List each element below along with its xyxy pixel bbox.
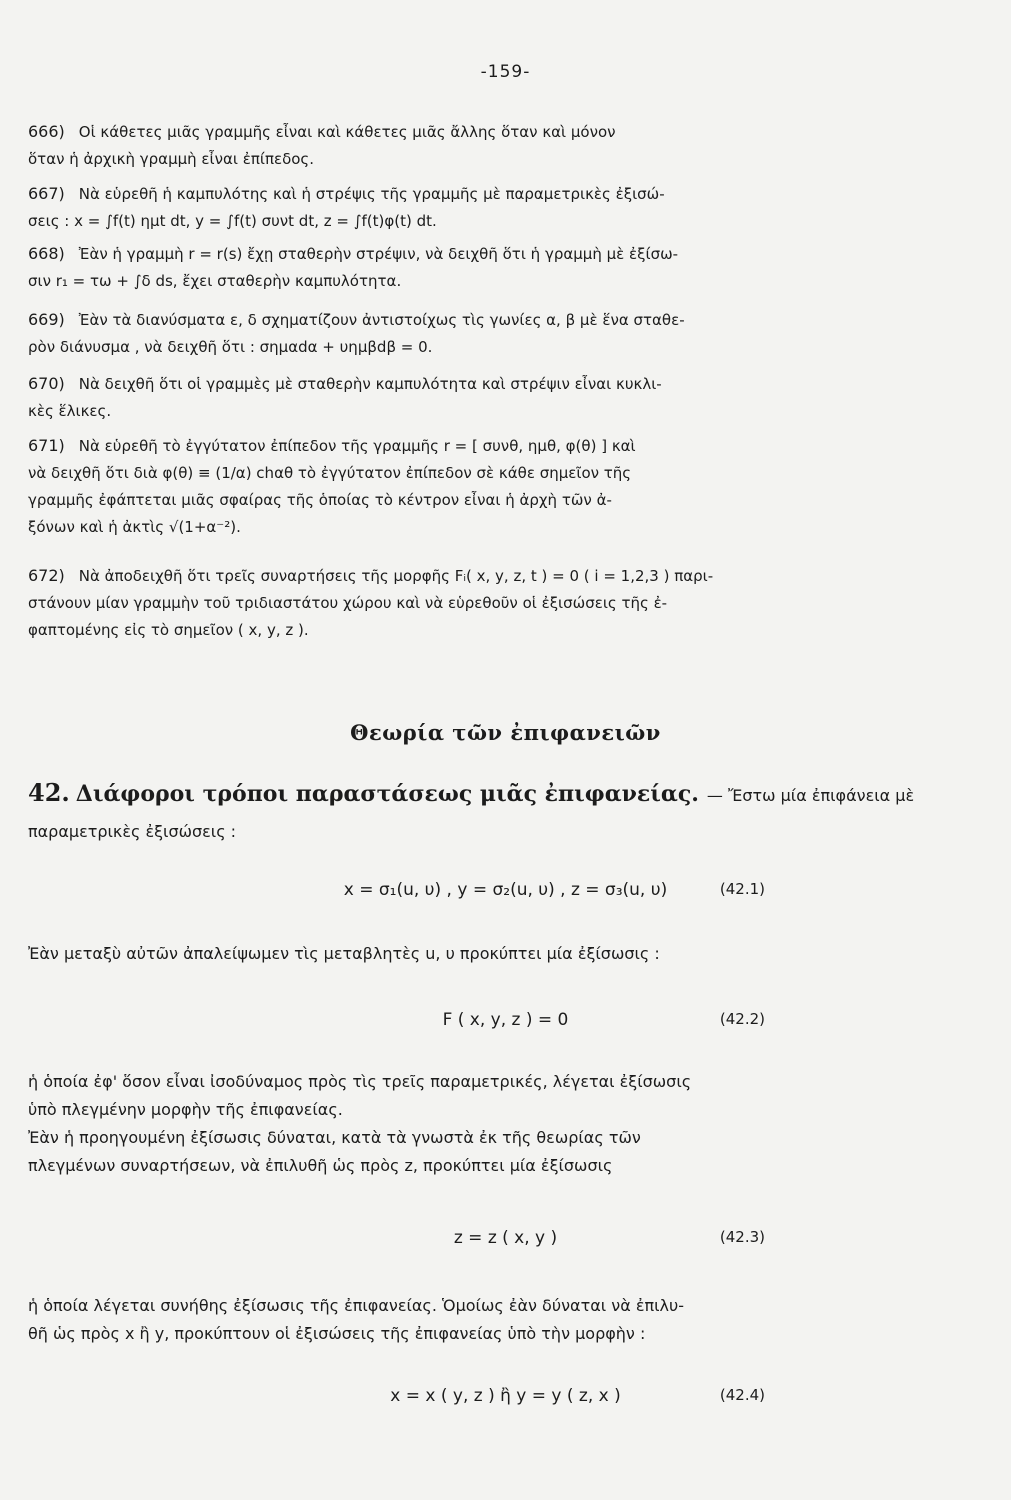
problem-line: νὰ δειχθῆ ὅτι διὰ φ(θ) ≡ (1/α) chαθ τὸ ἐγγύτατον ἐπίπεδον σὲ κάθε σημεῖον τῆς	[28, 464, 632, 482]
problem-line: Νὰ δειχθῆ ὅτι οἱ γραμμὲς μὲ σταθερὴν καμπυλότητα καὶ στρέψιν εἶναι κυκλι-	[78, 375, 662, 393]
problem-line: Νὰ εὑρεθῆ τὸ ἐγγύτατον ἐπίπεδον τῆς γραμμῆς r = [ συνθ, ημθ, φ(θ) ] καὶ	[78, 437, 636, 455]
problem-line: γραμμῆς ἐφάπτεται μιᾶς σφαίρας τῆς ὁποίας τὸ κέντρον εἶναι ἡ ἀρχὴ τῶν ἀ-	[28, 491, 612, 509]
problem-line: ὅταν ἡ ἀρχικὴ γραμμὴ εἶναι ἐπίπεδος.	[28, 150, 315, 168]
equation-expression: x = σ₁(u, υ) , y = σ₂(u, υ) , z = σ₃(u, υ)	[343, 880, 668, 900]
paragraph-implicit-form	[28, 1068, 958, 1180]
problem-line: Ἐὰν τὰ διανύσματα ε, δ σχηματίζουν ἀντιστοίχως τὶς γωνίες α, β μὲ ἕνα σταθε-	[78, 311, 685, 329]
equation-expression: x = x ( y, z ) ἢ y = y ( z, x )	[390, 1386, 621, 1406]
paragraph-ordinary-form	[28, 1292, 958, 1348]
problem-line: ρὸν διάνυσμα , νὰ δειχθῆ ὅτι : σημαdα + υημβdβ = 0.	[28, 338, 433, 356]
paragraph-line: παραμετρικὲς ἐξισώσεις :	[28, 822, 237, 841]
equation-42-2	[0, 1010, 1011, 1040]
paragraph-line: ὑπὸ πλεγμένην μορφὴν τῆς ἐπιφανείας.	[28, 1100, 343, 1119]
problem-line: κὲς ἕλικες.	[28, 402, 112, 420]
chapter-heading: Θεωρία τῶν ἐπιφανειῶν	[350, 720, 661, 745]
paragraph-elimination	[28, 940, 958, 968]
problem-line: σιν r₁ = τω + ∫δ ds, ἔχει σταθερὴν καμπυλότητα.	[28, 272, 402, 290]
problem-669	[28, 306, 968, 361]
problem-line: Νὰ ἀποδειχθῆ ὅτι τρεῖς συναρτήσεις τῆς μορφῆς Fᵢ( x, y, z, t ) = 0 ( i = 1,2,3 ) παρι-	[78, 567, 714, 585]
equation-number: (42.1)	[719, 880, 765, 898]
problem-671	[28, 432, 968, 541]
equation-42-4	[0, 1386, 1011, 1416]
equation-42-3	[0, 1228, 1011, 1258]
problem-line: Ἐὰν ἡ γραμμὴ r = r(s) ἔχῃ σταθερὴν στρέψιν, νὰ δειχθῆ ὅτι ἡ γραμμὴ μὲ ἐξίσω-	[78, 245, 679, 263]
section-title-text: Διάφοροι τρόποι παραστάσεως μιᾶς ἐπιφανείας.	[75, 781, 699, 807]
paragraph-line: ἡ ὁποία λέγεται συνήθης ἐξίσωσις τῆς ἐπιφανείας. Ὁμοίως ἐὰν δύναται νὰ ἐπιλυ-	[28, 1296, 685, 1315]
section-intro: — Ἔστω μία ἐπιφάνεια μὲ	[706, 786, 915, 805]
equation-number: (42.4)	[719, 1386, 765, 1404]
equation-42-1	[0, 880, 1011, 910]
equation-expression: F ( x, y, z ) = 0	[442, 1010, 569, 1030]
problem-672	[28, 562, 968, 644]
paragraph-line: ἡ ὁποία ἐφ' ὅσον εἶναι ἰσοδύναμος πρὸς τὶς τρεῖς παραμετρικές, λέγεται ἐξίσωσις	[28, 1072, 692, 1091]
problem-number: 670)	[28, 374, 65, 393]
problem-number: 668)	[28, 244, 65, 263]
paragraph-line: Ἐὰν ἡ προηγουμένη ἐξίσωσις δύναται, κατὰ τὰ γνωστὰ ἐκ τῆς θεωρίας τῶν	[28, 1128, 641, 1147]
problem-666	[28, 118, 968, 173]
section-intro-continued	[28, 818, 958, 846]
paragraph-line: Ἐὰν μεταξὺ αὐτῶν ἀπαλείψωμεν τὶς μεταβλητὲς u, υ προκύπτει μία ἐξίσωσις :	[28, 944, 660, 963]
paragraph-line: θῆ ὡς πρὸς x ἢ y, προκύπτουν οἱ ἐξισώσεις τῆς ἐπιφανείας ὑπὸ τὴν μορφὴν :	[28, 1324, 646, 1343]
paragraph-line: πλεγμένων συναρτήσεων, νὰ ἐπιλυθῆ ὡς πρὸς z, προκύπτει μία ἐξίσωσις	[28, 1156, 613, 1175]
problem-number: 669)	[28, 310, 65, 329]
section-title	[28, 778, 978, 807]
problem-670	[28, 370, 968, 425]
section-number: 42.	[28, 778, 70, 807]
problem-667	[28, 180, 968, 235]
page-number: -159-	[480, 62, 531, 82]
problem-line: ξόνων καὶ ἡ ἀκτὶς √(1+α⁻²).	[28, 518, 241, 536]
problem-number: 672)	[28, 566, 65, 585]
problem-668	[28, 240, 968, 295]
problem-line: Νὰ εὑρεθῆ ἡ καμπυλότης καὶ ἡ στρέψις τῆς γραμμῆς μὲ παραμετρικὲς ἐξισώ-	[78, 185, 665, 203]
equation-number: (42.3)	[719, 1228, 765, 1246]
problem-line: Οἱ κάθετες μιᾶς γραμμῆς εἶναι καὶ κάθετες μιᾶς ἄλλης ὅταν καὶ μόνον	[78, 123, 616, 141]
problem-number: 666)	[28, 122, 65, 141]
problem-line: φαπτομένης εἰς τὸ σημεῖον ( x, y, z ).	[28, 621, 309, 639]
problem-number: 667)	[28, 184, 65, 203]
problem-line: στάνουν μίαν γραμμὴν τοῦ τριδιαστάτου χώρου καὶ νὰ εὑρεθοῦν οἱ ἐξισώσεις τῆς ἐ-	[28, 594, 668, 612]
problem-line: σεις : x = ∫f(t) ημt dt, y = ∫f(t) συνt dt, z = ∫f(t)φ(t) dt.	[28, 212, 437, 230]
equation-number: (42.2)	[719, 1010, 765, 1028]
problem-number: 671)	[28, 436, 65, 455]
equation-expression: z = z ( x, y )	[453, 1228, 558, 1248]
